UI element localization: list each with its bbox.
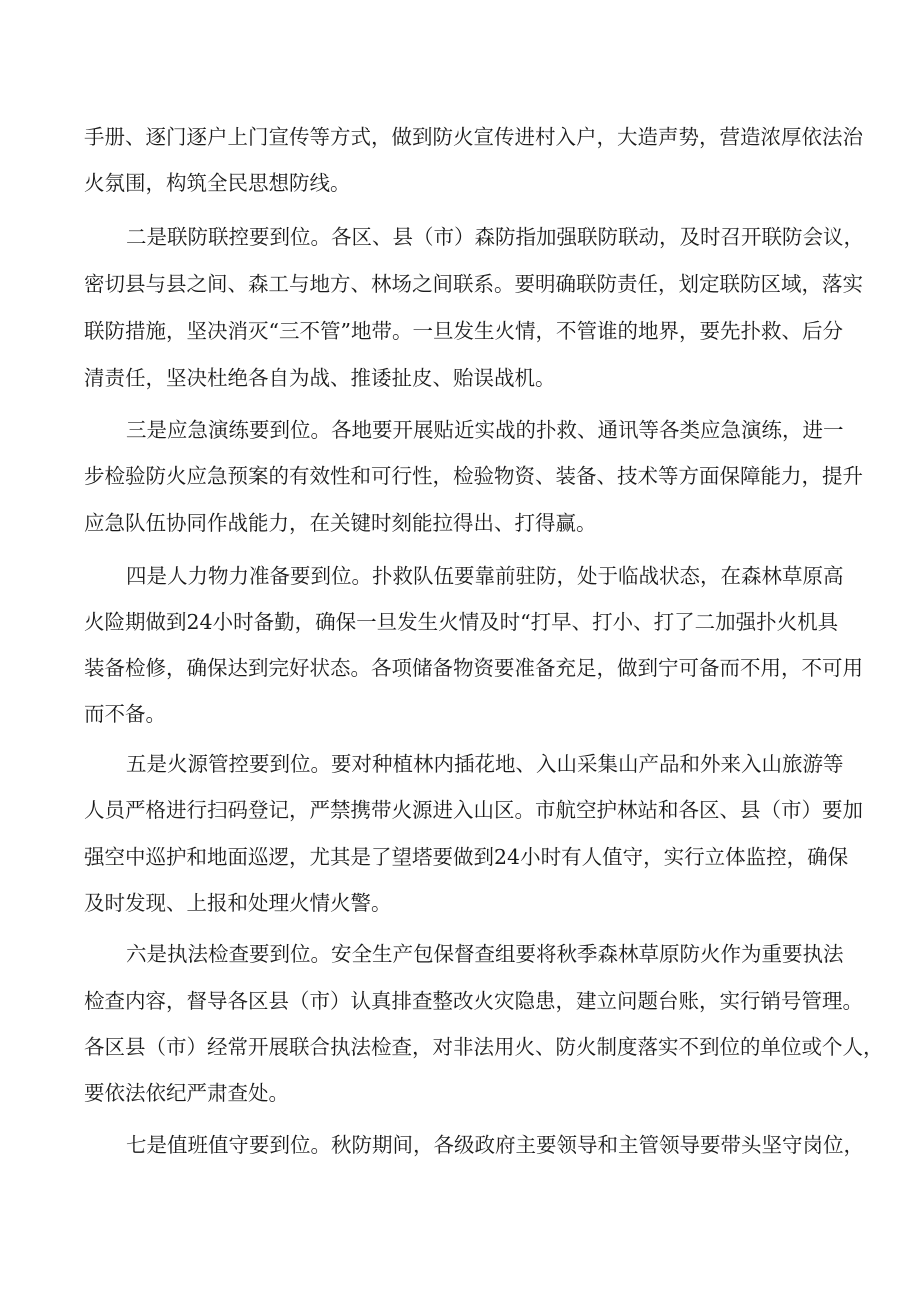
text-line	[0, 883, 920, 923]
text-line-content: 密切县与县之间、森工与地方、林场之间联系。要明确联防责任，划定联防区域，落实	[84, 272, 863, 296]
text-line	[0, 456, 920, 496]
text-line-content: 应急队伍协同作战能力，在关键时刻能拉得出、打得赢。	[84, 511, 597, 535]
text-line-content: 各区县（市）经常开展联合执法检查，对非法用火、防火制度落实不到位的单位或个人，	[84, 1035, 884, 1059]
text-line	[0, 358, 920, 398]
text-line-content: 五是火源管控要到位。要对种植林内插花地、入山采集山产品和外来入山旅游等	[126, 752, 844, 776]
text-line	[0, 648, 920, 688]
text-line	[0, 217, 920, 257]
text-line	[0, 163, 920, 203]
text-line	[0, 934, 920, 974]
text-line-content: 清责任，坚决杜绝各自为战、推诿扯皮、贻误战机。	[84, 366, 556, 390]
text-line	[0, 981, 920, 1021]
text-line-content: 六是执法检查要到位。安全生产包保督查组要将秋季森林草原防火作为重要执法	[126, 942, 844, 966]
text-line	[0, 410, 920, 450]
text-line	[0, 503, 920, 543]
text-line-content: 火险期做到24小时备勤，确保一旦发生火情及时“打早、打小、打了二加强扑火机具	[84, 610, 839, 634]
text-line-content: 火氛围，构筑全民思想防线。	[84, 171, 351, 195]
text-line-content: 三是应急演练要到位。各地要开展贴近实战的扑救、通讯等各类应急演练，进一	[126, 418, 844, 442]
text-line	[0, 1125, 920, 1165]
text-line	[0, 311, 920, 351]
text-line	[0, 744, 920, 784]
text-line-content: 人员严格进行扫码登记，严禁携带火源进入山区。市航空护林站和各区、县（市）要加	[84, 798, 863, 822]
text-line	[0, 1027, 920, 1067]
text-line	[0, 602, 920, 642]
text-line-content: 二是联防联控要到位。各区、县（市）森防指加强联防联动，及时召开联防会议，	[126, 225, 864, 249]
text-line	[0, 264, 920, 304]
text-line	[0, 1073, 920, 1113]
text-line	[0, 694, 920, 734]
text-line-content: 手册、逐门逐户上门宣传等方式，做到防火宣传进村入户，大造声势，营造浓厚依法治	[84, 125, 863, 149]
text-line	[0, 837, 920, 877]
text-line-content: 强空中巡护和地面巡逻，尤其是了望塔要做到24小时有人值守，实行立体监控，确保	[84, 845, 849, 869]
text-line-content: 装备检修，确保达到完好状态。各项储备物资要准备充足，做到宁可备而不用，不可用	[84, 656, 863, 680]
text-line-content: 七是值班值守要到位。秋防期间，各级政府主要领导和主管领导要带头坚守岗位，	[126, 1133, 864, 1157]
text-line-content: 检查内容，督导各区县（市）认真排查整改火灾隐患，建立问题台账，实行销号管理。	[84, 989, 863, 1013]
text-line	[0, 790, 920, 830]
text-line-content: 要依法依纪严肃查处。	[84, 1081, 289, 1105]
text-line-content: 联防措施，坚决消灭“三不管”地带。一旦发生火情，不管谁的地界，要先扑救、后分	[84, 319, 843, 343]
text-line-content: 四是人力物力准备要到位。扑救队伍要靠前驻防，处于临战状态，在森林草原高	[126, 564, 844, 588]
text-line-content: 步检验防火应急预案的有效性和可行性，检验物资、装备、技术等方面保障能力，提升	[84, 464, 863, 488]
text-line	[0, 556, 920, 596]
text-line-content: 而不备。	[84, 702, 166, 726]
text-line-content: 及时发现、上报和处理火情火警。	[84, 891, 392, 915]
text-line	[0, 117, 920, 157]
